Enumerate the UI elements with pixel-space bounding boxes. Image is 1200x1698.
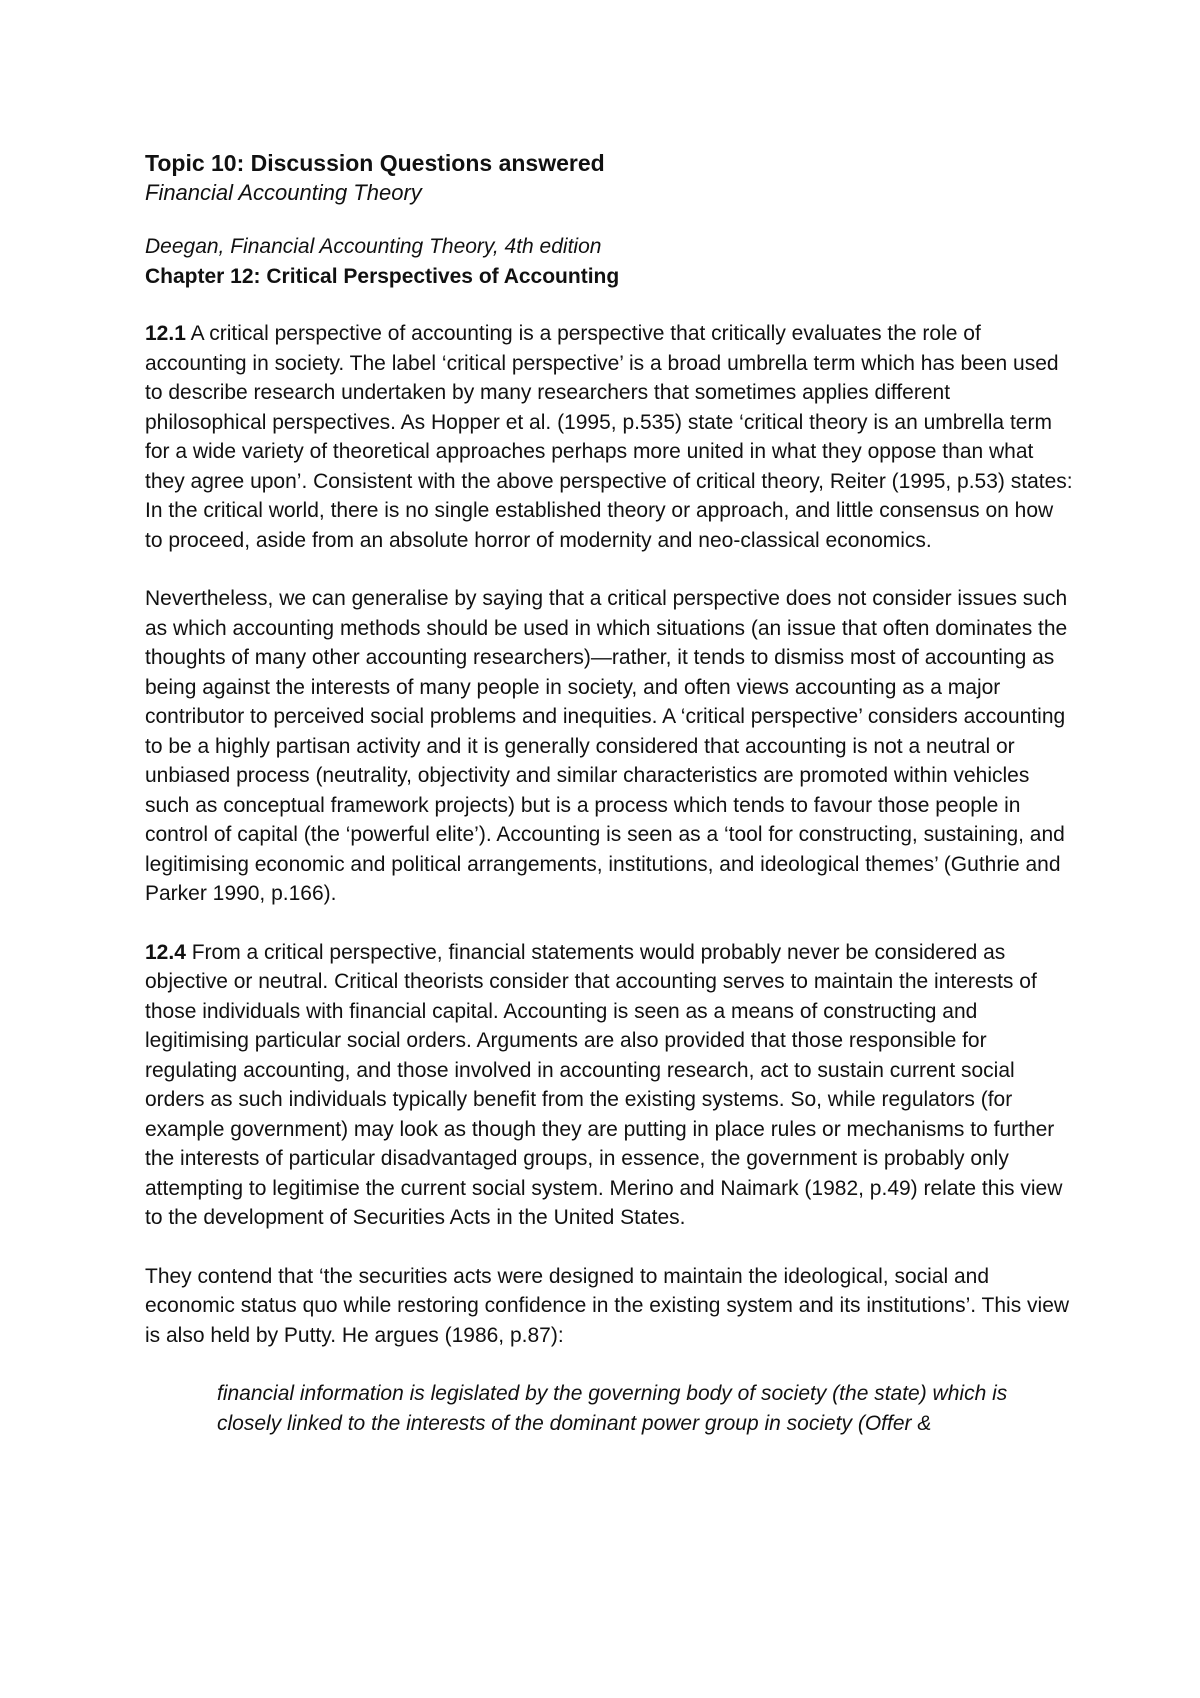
chapter-heading: Chapter 12: Critical Perspectives of Accounting <box>145 264 620 288</box>
answer-text: From a critical perspective, financial statements would probably never be considered as objective or neutral. Critical theorists consider that accounting serves to maintain the interests of those individuals with financial capital. Accounting is seen as a means of constructing and legitimising particular social orders. Arguments are also provided that those responsible for regulating accounting, and those involved in accounting research, act to sustain current social orders as such individuals typically benefit from the existing systems. So, while regulators (for example government) may look as though they are putting in place rules or mechanisms to further the interests of particular disadvantaged groups, in essence, the government is probably only attempting to legitimise the current social system. Merino and Naimark (1982, p.49) relate this view to the development of Securities Acts in the United States. <box>145 940 1063 1229</box>
answer-12-1-paragraph <box>145 319 1075 555</box>
document-title: Topic 10: Discussion Questions answered <box>145 150 605 176</box>
block-quote: financial information is legislated by the governing body of society (the state) which is closely linked to the interests of the dominant power group in society (Offer & <box>217 1382 1008 1435</box>
question-number: 12.4 <box>145 940 186 964</box>
answer-text: A critical perspective of accounting is a perspective that critically evaluates the role of accounting in society. The label ‘critical perspective’ is a broad umbrella term which has been used to describe research undertaken by many researchers that sometimes applies different philosophical perspectives. As Hopper et al. (1995, p.535) state ‘critical theory is an umbrella term for a wide variety of theoretical approaches perhaps more united in what they oppose than what they agree upon’. Consistent with the above perspective of critical theory, Reiter (1995, p.53) states: In the critical world, there is no single established theory or approach, and little consensus on how to proceed, aside from an absolute horror of modernity and neo-classical economics. <box>145 322 1073 552</box>
answer-12-1-continuation-paragraph <box>145 584 1075 909</box>
answer-text: They contend that ‘the securities acts were designed to maintain the ideological, social and economic status quo while restoring confidence in the existing system and its institutions’. This view is also held by Putty. He argues (1986, p.87): <box>145 1264 1070 1347</box>
document-page <box>145 148 1075 1438</box>
document-subtitle: Financial Accounting Theory <box>145 180 422 205</box>
question-number: 12.1 <box>145 322 186 345</box>
source-reference: Deegan, Financial Accounting Theory, 4th edition <box>145 235 602 258</box>
answer-text: Nevertheless, we can generalise by saying that a critical perspective does not consider issues such as which accounting methods should be used in which situations (an issue that often dominates the thoughts of many other accounting researchers)—rather, it tends to dismiss most of accounting as being against the interests of many people in society, and often views accounting as a major contributor to perceived social problems and inequities. A ‘critical perspective’ considers accounting to be a highly partisan activity and it is generally considered that accounting is not a neutral or unbiased process (neutrality, objectivity and similar characteristics are promoted within vehicles such as conceptual framework projects) but is a process which tends to favour those people in control of capital (the ‘powerful elite’). Accounting is seen as a ‘tool for constructing, sustaining, and legitimising economic and political arrangements, institutions, and ideological themes’ (Guthrie and Parker 1990, p.166). <box>145 587 1068 905</box>
answer-12-4-continuation-paragraph <box>145 1262 1075 1351</box>
answer-12-4-paragraph <box>145 938 1075 1233</box>
